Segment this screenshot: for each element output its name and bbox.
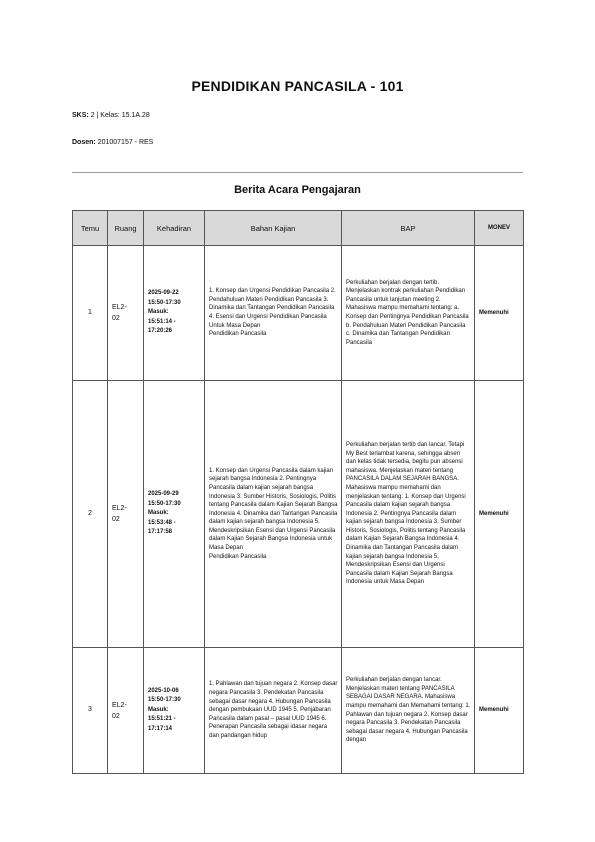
cell-kehadiran: 2025-09-22 15:50-17:30 Masuk: 15:51:14 - 17:20:26 xyxy=(144,246,205,381)
cell-bahan-kajian: 1. Konsep dan Urgensi Pancasila dalam kajian sejarah bangsa Indonesia 2. Pentingnya Pancasila dalam kajian sejarah bangsa Indonesia 3. Sumber Historis, Sosiologis, Politis tentang Pancasila dalam Kajian Sejarah Bangsa Indonesia 4. Dinamika dan Tantangan Pancasila dalam kajian sejarah bangsa Indonesia 5. Mendeskripsikan Esensi dan Urgensi Pancasila dalam Kajian Sejarah Bangsa Indonesia untuk Masa Depan Pendidikan Pancasila xyxy=(205,381,342,648)
page-title: PENDIDIKAN PANCASILA - 101 xyxy=(191,78,404,94)
cell-bap: Perkuliahan berjalan tertib dan lancar. Tetapi My Best terlambat karena, sehingga absen dan kelas tidak tersedia, begitu pun absensi mahasiswa. Menjelaskan materi tentang PANCASILA DALAM SEJARAH BANGSA. Mahasiswa mampu memahami dan menjelaskan tentang: 1. Konsep dan Urgensi Pancasila dalam kajian sejarah bangsa Indonesia 2. Pentingnya Pancasila dalam kajian sejarah bangsa Indonesia 3. Sumber Historis, Sosiologis, Politis tentang Pancasila dalam Kajian Sejarah Bangsa Indonesia 4. Dinamika dan Tantangan Pancasila dalam kajian sejarah bangsa Indonesia 5. Mendeskripsikan Esensi dan Urgensi Pancasila dalam Kajian Sejarah Bangsa Indonesia untuk Masa Depan xyxy=(342,381,475,648)
cell-kehadiran: 2025-09-29 15:50-17:30 Masuk: 15:53:48 - 17:17:58 xyxy=(144,381,205,648)
section-title: Berita Acara Pengajaran xyxy=(234,184,361,196)
col-header-monev: MONEV xyxy=(475,211,524,246)
table-header-row xyxy=(73,211,524,246)
col-header-bap: BAP xyxy=(342,211,475,246)
cell-monev: Memenuhi xyxy=(475,246,524,381)
cell-bahan-kajian: 1. Pahlawan dan tujuan negara 2. Konsep dasar negara Pancasila 3. Pendekatan Pancasila sebagai dasar negara 4. Hubungan Pancasila dengan pembukaan UUD 1945 5. Penjabaran Pancasila dalam pasal – pasal UUD 1945 6. Penerapan Pancasila sebagai idasar negara dan pandangan hidup xyxy=(205,648,342,774)
cell-temu: 3 xyxy=(73,648,108,774)
cell-monev: Memenuhi xyxy=(475,648,524,774)
sks-kelas-value: 2 | Kelas: 15.1A.28 xyxy=(90,112,150,119)
cell-bap: Perkuliahan berjalan dengan lancar. Menjelaskan materi tentang PANCASILA SEBAGAI DASAR NEGARA. Mahasiswa mampu memahami dan Memahami tentang: 1. Pahlawan dan tujuan negara 2. Konsep dasar negara Pancasila 3. Pendekatan Pancasila sebagai dasar negara 4. Hubungan Pancasila dengan xyxy=(342,648,475,774)
dosen-label: Dosen: xyxy=(72,139,96,146)
cell-ruang: EL2- 02 xyxy=(108,381,144,648)
cell-ruang: EL2- 02 xyxy=(108,648,144,774)
cell-ruang: EL2- 02 xyxy=(108,246,144,381)
table-row xyxy=(73,381,524,648)
header-divider xyxy=(72,172,523,173)
cell-kehadiran: 2025-10-06 15:50-17:30 Masuk: 15:51:21 - 17:17:14 xyxy=(144,648,205,774)
col-header-bahan-kajian: Bahan Kajian xyxy=(205,211,342,246)
cell-bahan-kajian: 1. Konsep dan Urgensi Pendidikan Pancasila 2. Pendahuluan Materi Pendidikan Pancasila 3. Dinamika dan Tantangan Pendidikan Pancasila 4. Esensi dan Urgensi Pendidikan Pancasila Untuk Masa Depan Pendidikan Pancasila xyxy=(205,246,342,381)
cell-monev: Memenuhi xyxy=(475,381,524,648)
col-header-ruang: Ruang xyxy=(108,211,144,246)
dosen-value: 201007157 - RES xyxy=(97,139,154,146)
cell-temu: 1 xyxy=(73,246,108,381)
berita-acara-table xyxy=(72,210,524,774)
cell-bap: Perkuliahan berjalan dengan tertib. Menjelaskan kontrak perkuliahan Pendidikan Pancasila untuk lanjutan meeting 2. Mahasiswa mampu memahami tentang: a. Konsep dan Pentingnya Pendidikan Pancasila b. Pendahuluan Materi Pendidikan Pancasila c. Dinamika dan Tantangan Pendidikan Pancasila xyxy=(342,246,475,381)
table-row xyxy=(73,246,524,381)
cell-temu: 2 xyxy=(73,381,108,648)
sks-label: SKS: xyxy=(72,112,89,119)
col-header-temu: Temu xyxy=(73,211,108,246)
sks-kelas-line xyxy=(72,112,150,119)
table-row xyxy=(73,648,524,774)
dosen-line xyxy=(72,139,153,146)
col-header-kehadiran: Kehadiran xyxy=(144,211,205,246)
